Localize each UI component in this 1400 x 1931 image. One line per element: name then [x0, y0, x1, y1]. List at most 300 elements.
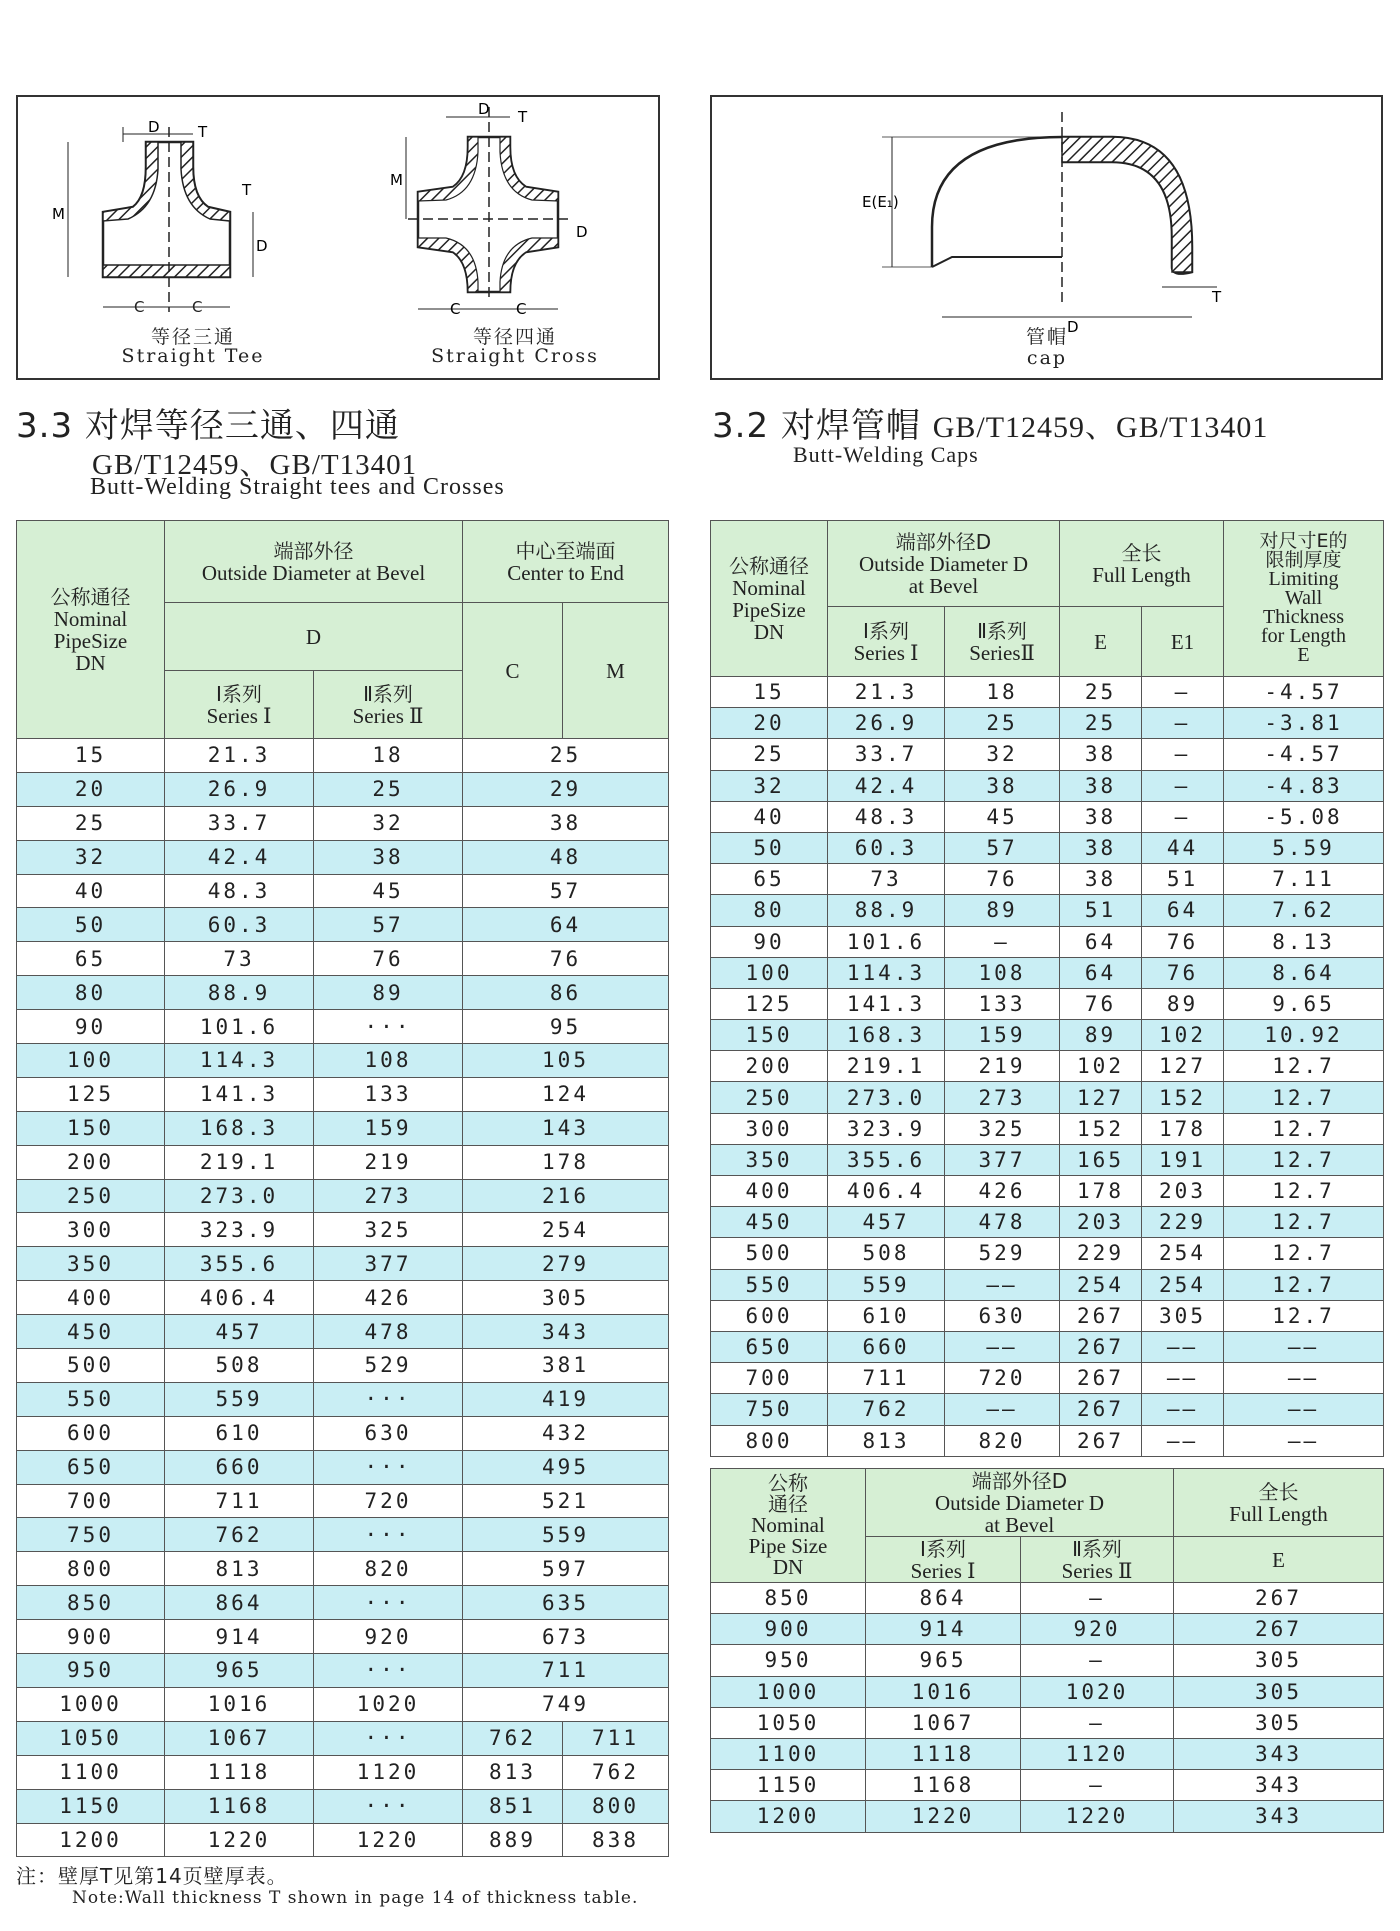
caps-header-wall-cn2: 限制厚度	[1265, 549, 1342, 571]
table-row	[17, 840, 669, 874]
table-cell: 12.7	[1224, 1238, 1384, 1269]
table-cell: 1200	[711, 1801, 866, 1832]
table-cell: 720	[314, 1484, 463, 1518]
table-cell: 57	[945, 832, 1060, 863]
table-cell: 267	[1060, 1300, 1142, 1331]
table-cell: 38	[945, 770, 1060, 801]
table-cell: 355.6	[165, 1247, 314, 1281]
tees-header-dn-en1: Nominal	[53, 606, 128, 631]
caps-header-od-cn: 端部外径D	[895, 529, 992, 554]
table-cell: 305	[1174, 1676, 1384, 1707]
table-cell: 1118	[866, 1738, 1021, 1769]
table-cell: -5.08	[1224, 801, 1384, 832]
table-cell: 141.3	[165, 1077, 314, 1111]
table-cell: 1220	[165, 1823, 314, 1857]
table-cell: 1120	[314, 1755, 463, 1789]
table-cell: ···	[314, 1518, 463, 1552]
table-cell: 114.3	[828, 957, 945, 988]
table-cell: 51	[1060, 895, 1142, 926]
tees-standard: GB/T12459、GB/T13401	[92, 449, 418, 481]
table-cell: 12.7	[1224, 1176, 1384, 1207]
table-cell: 65	[711, 864, 828, 895]
tees-header-series1	[165, 671, 314, 739]
table-cell: 90	[711, 926, 828, 957]
table-row	[711, 1113, 1384, 1144]
table-cell: 124	[463, 1077, 669, 1111]
caps-large-header-series1-cn: Ⅰ系列	[920, 1536, 966, 1561]
table-cell: 813	[165, 1552, 314, 1586]
table-cell: 450	[17, 1315, 165, 1349]
table-row	[711, 677, 1384, 708]
table-cell: 141.3	[828, 988, 945, 1019]
table-cell: 10.92	[1224, 1020, 1384, 1051]
table-cell: 48.3	[828, 801, 945, 832]
table-cell: 44	[1142, 832, 1224, 863]
table-cell: 1168	[866, 1770, 1021, 1801]
table-cell: 219	[945, 1051, 1060, 1082]
table-cell: 838	[563, 1823, 669, 1857]
caps-large-header-len	[1174, 1469, 1384, 1537]
table-cell: 1067	[866, 1707, 1021, 1738]
svg-text:D: D	[478, 100, 490, 118]
table-cell: ––	[1142, 1425, 1224, 1456]
table-row	[17, 976, 669, 1010]
table-cell: 305	[1142, 1300, 1224, 1331]
table-cell: 762	[463, 1721, 563, 1755]
caps-large-header-dn-en3: DN	[772, 1555, 804, 1579]
table-cell: 127	[1142, 1051, 1224, 1082]
table-cell: ···	[314, 1382, 463, 1416]
table-cell: 660	[828, 1331, 945, 1362]
table-cell: 267	[1060, 1394, 1142, 1425]
table-cell: 18	[945, 677, 1060, 708]
table-cell: 267	[1174, 1583, 1384, 1614]
caps-header-dn-en1: Nominal	[732, 575, 806, 600]
table-cell: 559	[165, 1382, 314, 1416]
table-cell: 1100	[17, 1755, 165, 1789]
caps-large-table	[710, 1468, 1384, 1833]
table-cell: 323.9	[828, 1113, 945, 1144]
table-row	[17, 1111, 669, 1145]
table-cell: 12.7	[1224, 1300, 1384, 1331]
table-cell: 48.3	[165, 874, 314, 908]
table-cell: 350	[17, 1247, 165, 1281]
table-cell: 700	[711, 1363, 828, 1394]
table-cell: 8.13	[1224, 926, 1384, 957]
tees-header-dn-en3: DN	[75, 650, 106, 675]
svg-text:T: T	[198, 123, 208, 141]
caps-large-header-series2	[1021, 1537, 1174, 1583]
table-cell: 426	[314, 1281, 463, 1315]
table-cell: 32	[945, 739, 1060, 770]
table-cell: 800	[563, 1789, 669, 1823]
table-cell: 26.9	[165, 772, 314, 806]
table-cell: 25	[1060, 708, 1142, 739]
caps-header-wall-cn1: 对尺寸E的	[1259, 530, 1348, 552]
table-cell: 150	[711, 1020, 828, 1051]
table-row	[711, 1394, 1384, 1425]
caps-header-series1-en: Series Ⅰ	[853, 640, 919, 665]
table-cell: 76	[1142, 957, 1224, 988]
table-cell: 64	[1142, 895, 1224, 926]
table-cell: 8.64	[1224, 957, 1384, 988]
table-cell: 40	[17, 874, 165, 908]
table-cell: 45	[314, 874, 463, 908]
svg-text:D: D	[576, 223, 588, 241]
cap-drawing	[862, 107, 1272, 337]
table-cell: 15	[711, 677, 828, 708]
table-cell: –	[1142, 770, 1224, 801]
table-cell: 125	[711, 988, 828, 1019]
table-row	[17, 908, 669, 942]
caps-header-e: E	[1060, 607, 1142, 677]
caps-large-header-od-en2: at Bevel	[984, 1512, 1055, 1537]
table-cell: 229	[1060, 1238, 1142, 1269]
table-row	[711, 926, 1384, 957]
table-cell: 650	[17, 1450, 165, 1484]
tees-header-series2-cn: Ⅱ系列	[363, 681, 413, 706]
table-cell: 762	[563, 1755, 669, 1789]
tees-header-od-cn: 端部外径	[273, 538, 354, 563]
table-row	[17, 1145, 669, 1179]
table-row	[711, 1176, 1384, 1207]
note-en: Note:Wall thickness T shown in page 14 of thickness table.	[72, 1888, 639, 1908]
table-cell: 1118	[165, 1755, 314, 1789]
table-cell: 20	[17, 772, 165, 806]
table-row	[17, 874, 669, 908]
table-row	[17, 1179, 669, 1213]
caps-header-wall	[1224, 521, 1384, 677]
table-row	[711, 1583, 1384, 1614]
table-row	[17, 1721, 669, 1755]
table-row	[711, 1676, 1384, 1707]
table-cell: 250	[17, 1179, 165, 1213]
caps-large-header-dn-en1: Nominal	[751, 1513, 825, 1537]
table-row	[17, 942, 669, 976]
table-cell: 914	[866, 1614, 1021, 1645]
table-cell: 1000	[17, 1687, 165, 1721]
caps-table	[710, 520, 1384, 1457]
table-cell: –	[1142, 677, 1224, 708]
table-cell: 1000	[711, 1676, 866, 1707]
tees-header-series1-cn: Ⅰ系列	[216, 681, 262, 706]
table-cell: 762	[165, 1518, 314, 1552]
table-cell: 559	[828, 1269, 945, 1300]
table-row	[711, 832, 1384, 863]
table-cell: 38	[1060, 739, 1142, 770]
table-cell: 813	[463, 1755, 563, 1789]
table-cell: 1220	[1021, 1801, 1174, 1832]
tees-header-c: C	[463, 603, 563, 739]
note-cn: 注：壁厚T见第14页壁厚表。	[16, 1864, 288, 1888]
table-cell: ––	[1224, 1331, 1384, 1362]
table-row	[711, 1770, 1384, 1801]
table-row	[17, 1450, 669, 1484]
table-cell: 600	[711, 1300, 828, 1331]
table-cell: ···	[314, 1010, 463, 1044]
table-cell: 29	[463, 772, 669, 806]
table-row	[17, 1687, 669, 1721]
tees-header-series2	[314, 671, 463, 739]
table-cell: 457	[165, 1315, 314, 1349]
table-cell: 12.7	[1224, 1051, 1384, 1082]
table-cell: 25	[1060, 677, 1142, 708]
table-cell: 32	[314, 806, 463, 840]
table-cell: 273.0	[828, 1082, 945, 1113]
table-cell: 76	[1060, 988, 1142, 1019]
tees-header-od	[165, 521, 463, 603]
table-cell: 610	[828, 1300, 945, 1331]
table-row	[711, 1614, 1384, 1645]
svg-text:D: D	[1067, 318, 1079, 336]
cap-e-label: E(E₁)	[862, 193, 899, 211]
table-cell: 25	[945, 708, 1060, 739]
table-cell: 325	[945, 1113, 1060, 1144]
table-row	[17, 1518, 669, 1552]
caps-header-wall-en3: Thickness	[1262, 606, 1345, 628]
table-cell: 100	[711, 957, 828, 988]
table-cell: 711	[828, 1363, 945, 1394]
table-cell: 900	[711, 1614, 866, 1645]
caps-header-dn-en2: PipeSize	[732, 597, 806, 622]
table-cell: 635	[463, 1586, 669, 1620]
table-cell: 1150	[17, 1789, 165, 1823]
table-cell: 108	[945, 957, 1060, 988]
caps-section-title	[712, 398, 1268, 447]
table-cell: 101.6	[165, 1010, 314, 1044]
svg-text:T: T	[242, 181, 252, 199]
table-cell: 529	[314, 1349, 463, 1383]
table-cell: 45	[945, 801, 1060, 832]
table-cell: 50	[711, 832, 828, 863]
table-cell: 720	[945, 1363, 1060, 1394]
table-cell: 12.7	[1224, 1082, 1384, 1113]
straight-cross-drawing	[390, 97, 628, 318]
svg-text:C: C	[516, 300, 527, 318]
table-cell: 850	[17, 1586, 165, 1620]
table-cell: 65	[17, 942, 165, 976]
table-cell: 143	[463, 1111, 669, 1145]
table-cell: 800	[711, 1425, 828, 1456]
table-cell: 350	[711, 1144, 828, 1175]
table-cell: 406.4	[165, 1281, 314, 1315]
table-cell: 133	[314, 1077, 463, 1111]
table-cell: 550	[711, 1269, 828, 1300]
cap-caption-cn: 管帽	[1025, 326, 1068, 348]
table-cell: 343	[463, 1315, 669, 1349]
table-cell: 168.3	[165, 1111, 314, 1145]
table-row	[711, 1207, 1384, 1238]
table-cell: 38	[1060, 801, 1142, 832]
table-row	[711, 1707, 1384, 1738]
tees-header-series2-en: Series Ⅱ	[352, 703, 424, 728]
table-cell: 165	[1060, 1144, 1142, 1175]
table-cell: 521	[463, 1484, 669, 1518]
svg-text:C: C	[192, 298, 203, 316]
table-cell: 500	[711, 1238, 828, 1269]
table-cell: 38	[463, 806, 669, 840]
table-cell: 965	[866, 1645, 1021, 1676]
tees-header-series1-en: Series Ⅰ	[206, 703, 272, 728]
cap-drawing-panel	[710, 95, 1383, 380]
caps-header-series1	[828, 607, 945, 677]
table-cell: ···	[314, 1586, 463, 1620]
table-cell: 1067	[165, 1721, 314, 1755]
table-cell: 950	[711, 1645, 866, 1676]
table-cell: 508	[828, 1238, 945, 1269]
table-cell: 400	[711, 1176, 828, 1207]
table-cell: 1016	[165, 1687, 314, 1721]
table-row	[17, 1789, 669, 1823]
table-cell: 529	[945, 1238, 1060, 1269]
table-row	[711, 957, 1384, 988]
table-cell: 406.4	[828, 1176, 945, 1207]
table-row	[17, 772, 669, 806]
table-row	[711, 1331, 1384, 1362]
table-cell: 495	[463, 1450, 669, 1484]
table-cell: 1200	[17, 1823, 165, 1857]
table-cell: 38	[1060, 832, 1142, 863]
table-row	[711, 1020, 1384, 1051]
table-cell: 42.4	[165, 840, 314, 874]
table-cell: 273	[945, 1082, 1060, 1113]
table-cell: ···	[314, 1654, 463, 1688]
svg-text:D: D	[256, 237, 268, 255]
table-row	[711, 1363, 1384, 1394]
table-cell: ––	[1224, 1425, 1384, 1456]
table-cell: 432	[463, 1416, 669, 1450]
table-cell: 450	[711, 1207, 828, 1238]
table-cell: 1016	[866, 1676, 1021, 1707]
table-cell: 279	[463, 1247, 669, 1281]
table-cell: 1220	[866, 1801, 1021, 1832]
table-cell: 125	[17, 1077, 165, 1111]
table-cell: 1220	[314, 1823, 463, 1857]
table-cell: 7.11	[1224, 864, 1384, 895]
caps-header-dn-cn: 公称通径	[729, 553, 809, 578]
caps-header-dn	[711, 521, 828, 677]
table-cell: 100	[17, 1044, 165, 1078]
tees-table	[16, 520, 669, 1857]
tees-header-dn	[17, 521, 165, 739]
table-cell: 965	[165, 1654, 314, 1688]
table-cell: 33.7	[165, 806, 314, 840]
table-cell: 76	[1142, 926, 1224, 957]
table-cell: ––	[1224, 1394, 1384, 1425]
table-cell: 152	[1142, 1082, 1224, 1113]
table-row	[711, 1738, 1384, 1769]
table-row	[17, 1315, 669, 1349]
table-cell: ···	[314, 1721, 463, 1755]
table-cell: 133	[945, 988, 1060, 1019]
table-cell: 1100	[711, 1738, 866, 1769]
table-row	[711, 770, 1384, 801]
table-cell: 89	[314, 976, 463, 1010]
cross-caption-en: Straight Cross	[431, 345, 599, 367]
table-cell: ––	[1224, 1363, 1384, 1394]
table-cell: 597	[463, 1552, 669, 1586]
table-row	[711, 895, 1384, 926]
table-cell: 88.9	[828, 895, 945, 926]
table-cell: ···	[314, 1789, 463, 1823]
table-cell: 168.3	[828, 1020, 945, 1051]
table-cell: 267	[1060, 1331, 1142, 1362]
table-cell: 57	[314, 908, 463, 942]
svg-text:D: D	[148, 118, 160, 136]
tees-section-number: 3.3	[16, 406, 74, 446]
table-cell: 1168	[165, 1789, 314, 1823]
table-cell: 1020	[314, 1687, 463, 1721]
table-cell: 32	[711, 770, 828, 801]
tee-caption-cn: 等径三通	[150, 326, 235, 348]
table-cell: 21.3	[828, 677, 945, 708]
table-cell: 711	[165, 1484, 314, 1518]
svg-text:T: T	[1212, 288, 1222, 306]
table-cell: 89	[945, 895, 1060, 926]
table-cell: 426	[945, 1176, 1060, 1207]
table-cell: 325	[314, 1213, 463, 1247]
table-row	[17, 806, 669, 840]
table-row	[711, 1269, 1384, 1300]
table-cell: 80	[711, 895, 828, 926]
table-row	[17, 1213, 669, 1247]
table-cell: 381	[463, 1349, 669, 1383]
table-cell: 178	[1142, 1113, 1224, 1144]
table-cell: 864	[866, 1583, 1021, 1614]
table-cell: 38	[1060, 864, 1142, 895]
table-cell: 51	[1142, 864, 1224, 895]
table-cell: 127	[1060, 1082, 1142, 1113]
caps-subtitle-en: Butt-Welding Caps	[793, 442, 979, 467]
table-row	[17, 1620, 669, 1654]
table-cell: –	[1142, 708, 1224, 739]
caps-header-od	[828, 521, 1060, 607]
table-cell: ––	[1142, 1394, 1224, 1425]
caps-header-len-cn: 全长	[1121, 540, 1162, 565]
table-cell: 820	[314, 1552, 463, 1586]
table-cell: 305	[1174, 1645, 1384, 1676]
table-cell: 700	[17, 1484, 165, 1518]
caps-large-header-e: E	[1174, 1537, 1384, 1583]
table-cell: 80	[17, 976, 165, 1010]
table-cell: 457	[828, 1207, 945, 1238]
table-cell: 216	[463, 1179, 669, 1213]
table-row	[17, 1349, 669, 1383]
table-cell: 673	[463, 1620, 669, 1654]
table-cell: 159	[945, 1020, 1060, 1051]
table-cell: 57	[463, 874, 669, 908]
table-cell: 219	[314, 1145, 463, 1179]
table-cell: 15	[17, 739, 165, 773]
table-cell: 478	[314, 1315, 463, 1349]
table-cell: 76	[945, 864, 1060, 895]
table-cell: 40	[711, 801, 828, 832]
caps-large-header-dn-cn1: 公称	[768, 1471, 808, 1495]
table-row	[711, 1144, 1384, 1175]
table-row	[17, 1281, 669, 1315]
tees-header-center-cn: 中心至端面	[515, 538, 616, 563]
caps-large-header-od-cn: 端部外径D	[971, 1468, 1068, 1493]
svg-text:T: T	[518, 108, 528, 126]
table-cell: 105	[463, 1044, 669, 1078]
caps-header-series1-cn: Ⅰ系列	[863, 618, 909, 643]
caps-large-header-dn-cn2: 通径	[768, 1492, 808, 1516]
table-row	[17, 1654, 669, 1688]
table-cell: –	[945, 926, 1060, 957]
table-cell: 38	[1060, 770, 1142, 801]
table-row	[711, 864, 1384, 895]
table-cell: 267	[1060, 1425, 1142, 1456]
